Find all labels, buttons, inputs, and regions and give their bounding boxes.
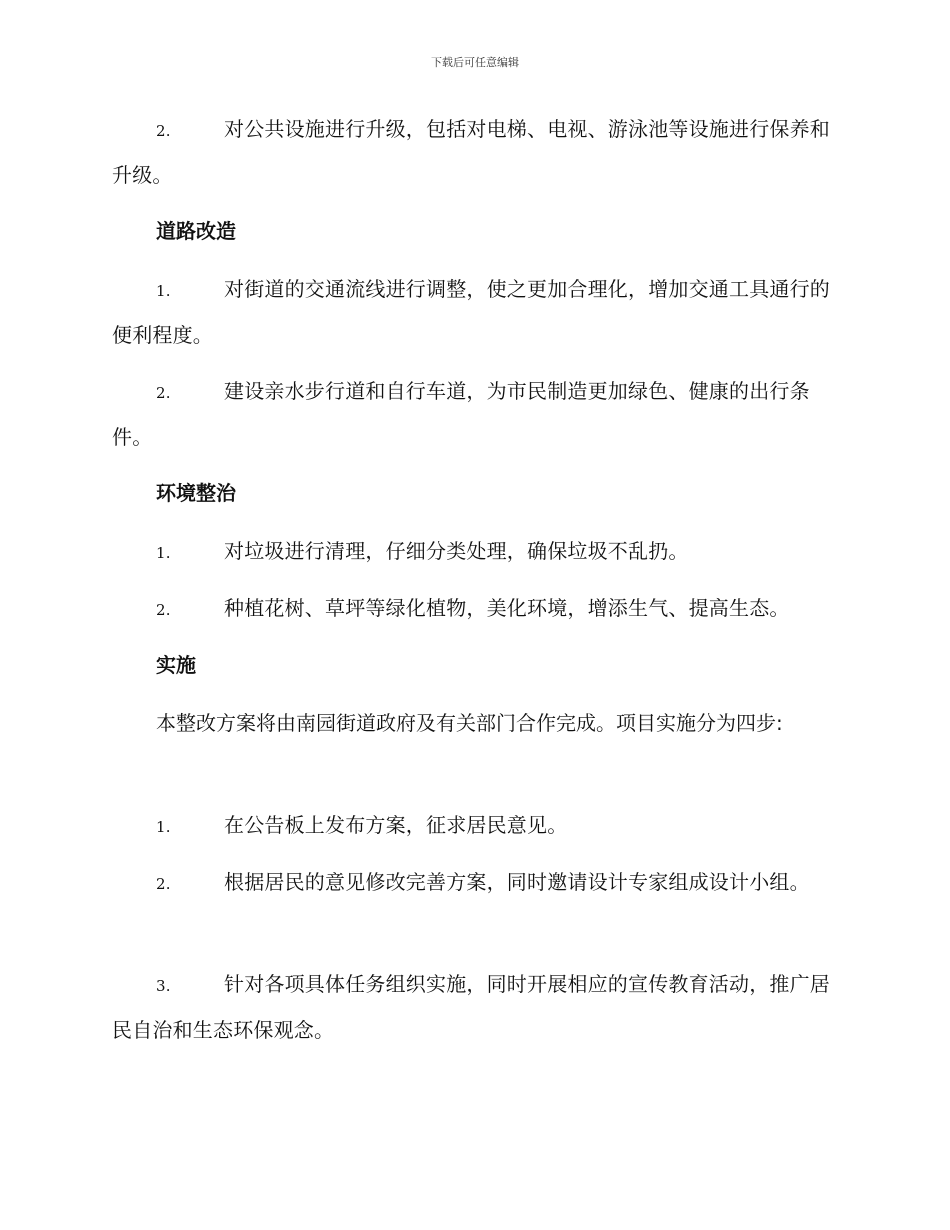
list-number: 1. (156, 282, 171, 300)
list-number: 2. (156, 384, 171, 402)
section-heading: 实施 (156, 653, 196, 677)
list-number: 2. (156, 601, 171, 619)
list-item (112, 267, 834, 357)
list-item (112, 962, 834, 1052)
list-text: 对垃圾进行清理，仔细分类处理，确保垃圾不乱扔。 (224, 539, 689, 563)
list-item (112, 529, 834, 575)
page-header: 下载后可任意编辑 (431, 56, 519, 69)
list-number: 2. (156, 122, 171, 140)
list-text: 根据居民的意见修改完善方案，同时邀请设计专家组成设计小组。 (224, 870, 810, 894)
list-text: 对公共设施进行升级，包括对电梯、电视、游泳池等设施进行保养和升级。 (112, 117, 830, 187)
section-heading: 环境整治 (156, 481, 236, 505)
list-item (112, 369, 834, 459)
list-number: 1. (156, 818, 171, 836)
section-heading: 道路改造 (156, 219, 236, 243)
list-number: 3. (156, 977, 171, 995)
list-item (112, 803, 834, 849)
list-text: 针对各项具体任务组织实施，同时开展相应的宣传教育活动，推广居民自治和生态环保观念。 (112, 972, 830, 1042)
list-item (112, 107, 834, 197)
list-text: 对街道的交通流线进行调整，使之更加合理化，增加交通工具通行的便利程度。 (112, 277, 830, 347)
list-number: 2. (156, 875, 171, 893)
list-item (112, 860, 834, 906)
list-text: 种植花树、草坪等绿化植物，美化环境，增添生气、提高生态。 (224, 596, 790, 620)
list-number: 1. (156, 544, 171, 562)
list-text: 在公告板上发布方案，征求居民意见。 (224, 813, 568, 837)
list-item (112, 586, 834, 632)
paragraph: 本整改方案将由南园街道政府及有关部门合作完成。项目实施分为四步: (156, 711, 783, 735)
list-text: 建设亲水步行道和自行车道，为市民制造更加绿色、健康的出行条件。 (112, 379, 810, 449)
